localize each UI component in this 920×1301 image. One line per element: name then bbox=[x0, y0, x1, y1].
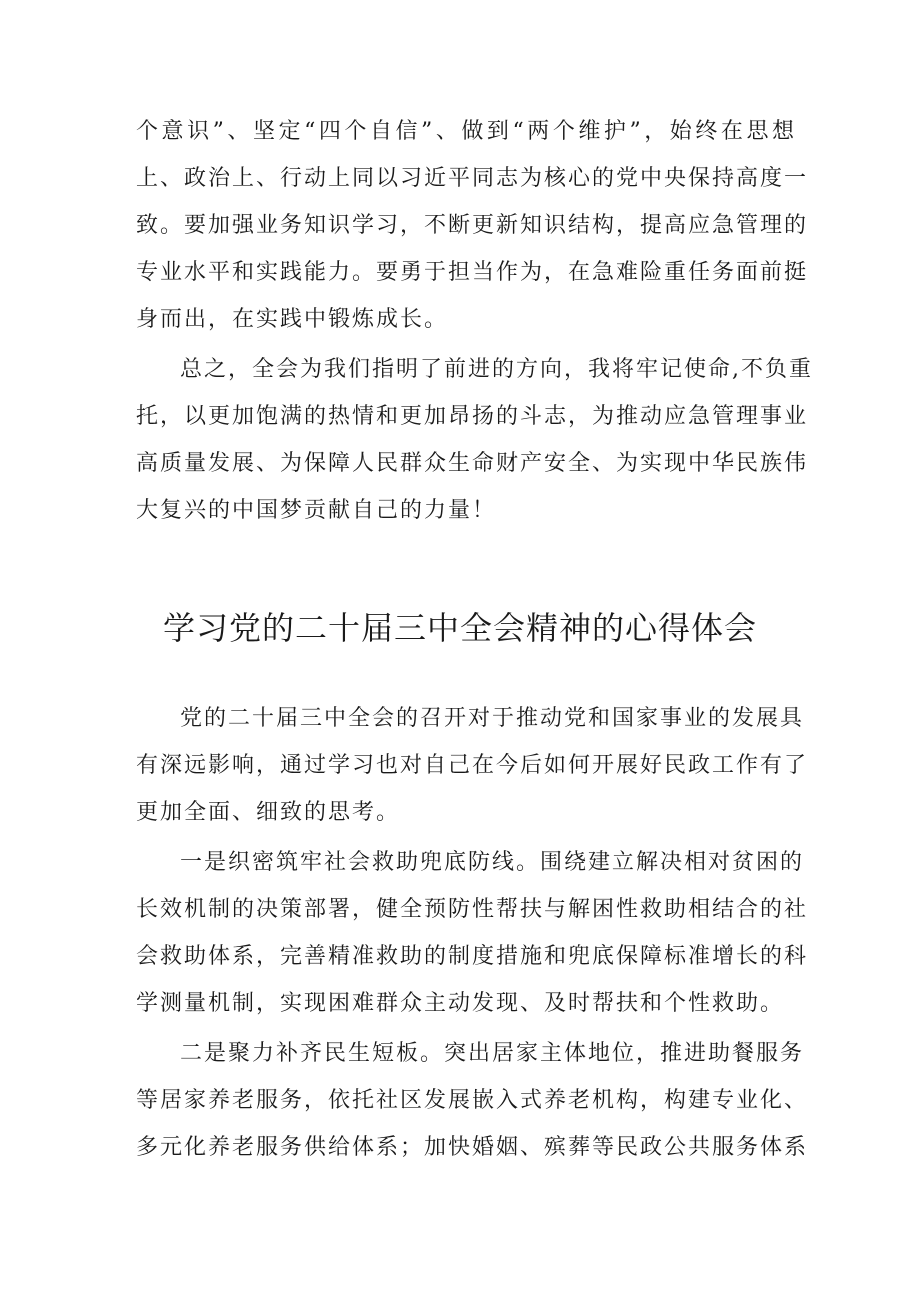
text-line: 有深远影响，通过学习也对自己在今后如何开展好民政工作有了 bbox=[136, 753, 809, 778]
text-line: 二是聚力补齐民生短板。突出居家主体地位，推进助餐服务 bbox=[180, 1041, 805, 1066]
text-line: 更加全面、细致的思考。 bbox=[136, 800, 401, 825]
text-line: 总之，全会为我们指明了前进的方向，我将牢记使命,不负重 bbox=[180, 357, 813, 382]
text-line: 大复兴的中国梦贡献自己的力量！ bbox=[136, 498, 497, 523]
text-line: 专业水平和实践能力。要勇于担当作为，在急难险重任务面前挺 bbox=[136, 260, 809, 285]
text-line: 党的二十届三中全会的召开对于推动党和国家事业的发展具 bbox=[180, 706, 805, 731]
text-line: 上、政治上、行动上同以习近平同志为核心的党中央保持高度一 bbox=[136, 166, 809, 191]
text-line: 会救助体系，完善精准救助的制度措施和兜底保障标准增长的科 bbox=[136, 944, 809, 969]
text-line: 长效机制的决策部署，健全预防性帮扶与解困性救助相结合的社 bbox=[136, 897, 809, 922]
text-line: 托，以更加饱满的热情和更加昂扬的斗志，为推动应急管理事业 bbox=[136, 404, 809, 429]
text-line: 多元化养老服务供给体系；加快婚姻、殡葬等民政公共服务体系 bbox=[136, 1135, 809, 1160]
text-line: 学测量机制，实现困难群众主动发现、及时帮扶和个性救助。 bbox=[136, 991, 785, 1016]
text-line: 身而出，在实践中锻炼成长。 bbox=[136, 307, 449, 332]
text-line: 一是织密筑牢社会救助兜底防线。围绕建立解决相对贫困的 bbox=[180, 850, 805, 875]
text-line: 高质量发展、为保障人民群众生命财产安全、为实现中华民族伟 bbox=[136, 451, 809, 476]
text-line: 致。要加强业务知识学习，不断更新知识结构，提高应急管理的 bbox=[136, 213, 809, 238]
section-title: 学习党的二十届三中全会精神的心得体会 bbox=[162, 609, 757, 647]
text-line: 个意识”、坚定“四个自信”、做到“两个维护”，始终在思想 bbox=[136, 119, 796, 144]
text-line: 等居家养老服务，依托社区发展嵌入式养老机构，构建专业化、 bbox=[136, 1088, 809, 1113]
